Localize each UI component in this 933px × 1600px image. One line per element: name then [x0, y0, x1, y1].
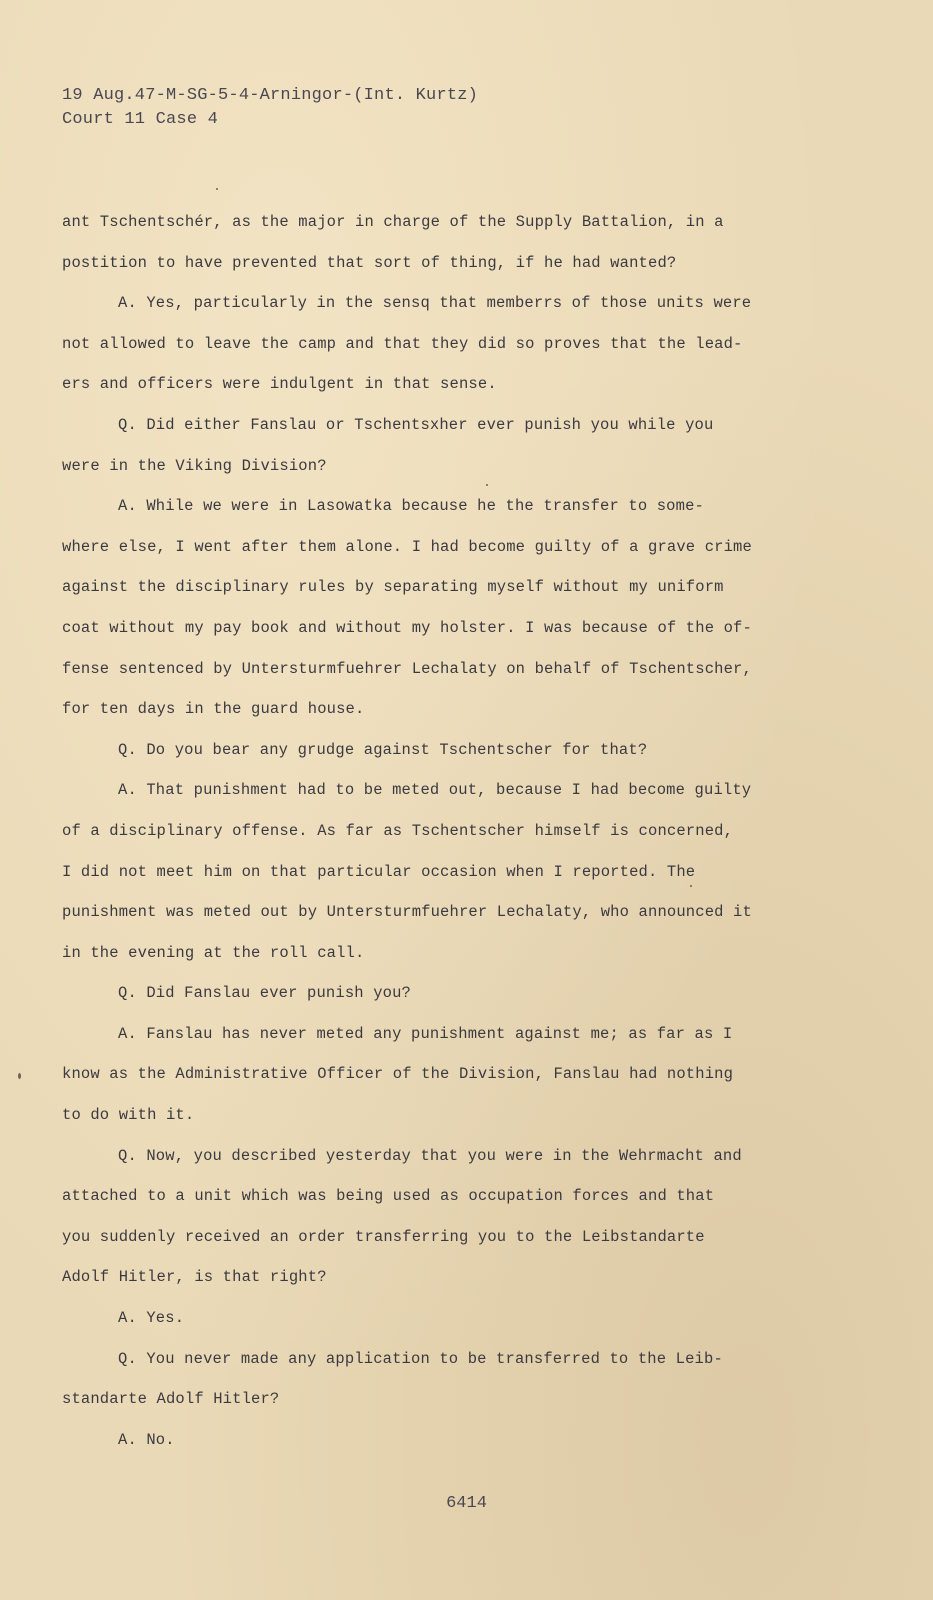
paper-speck — [216, 188, 218, 190]
transcript-body — [62, 202, 852, 1460]
transcript-line: ant Tschentschér, as the major in charge of the Supply Battalion, in a — [62, 213, 724, 231]
transcript-line: know as the Administrative Officer of the Division, Fanslau had nothing — [62, 1065, 734, 1084]
transcript-line: attached to a unit which was being used as occupation forces and that — [62, 1187, 715, 1206]
transcript-line: punishment was meted out by Untersturmfuehrer Lechalaty, who announced it — [62, 903, 752, 922]
transcript-line: against the disciplinary rules by separating myself without my uniform — [62, 578, 724, 597]
transcript-line: A. Yes. — [118, 1309, 185, 1328]
paper-speck — [486, 484, 488, 486]
transcript-line: Q. You never made any application to be transferred to the Leib- — [118, 1349, 723, 1368]
transcript-line: for ten days in the guard house. — [62, 700, 365, 719]
header-court-line: Court 11 Case 4 — [62, 110, 219, 129]
transcript-line: in the evening at the roll call. — [62, 943, 365, 962]
transcript-line: Adolf Hitler, is that right? — [62, 1268, 327, 1287]
transcript-line: not allowed to leave the camp and that they did so proves that the lead- — [62, 334, 743, 353]
transcript-line: postition to have prevented that sort of thing, if he had wanted? — [62, 253, 677, 272]
transcript-line: Q. Did Fanslau ever punish you? — [118, 984, 411, 1003]
paper-speck — [18, 1073, 21, 1079]
header-reference-line: 19 Aug.47-M-SG-5-4-Arningor-(Int. Kurtz) — [62, 86, 479, 105]
transcript-line: Q. Did either Fanslau or Tschentsxher ever punish you while you — [118, 415, 714, 434]
transcript-line: you suddenly received an order transferring you to the Leibstandarte — [62, 1227, 705, 1246]
document-header — [62, 84, 478, 132]
transcript-line: coat without my pay book and without my holster. I was because of the of- — [62, 618, 752, 637]
transcript-line: A. That punishment had to be meted out, because I had become guilty — [118, 781, 752, 800]
transcript-line: where else, I went after them alone. I had become guilty of a grave crime — [62, 537, 752, 556]
transcript-line: Q. Now, you described yesterday that you were in the Wehrmacht and — [118, 1146, 742, 1165]
transcript-line: A. No. — [118, 1430, 175, 1449]
transcript-line: standarte Adolf Hitler? — [62, 1390, 280, 1409]
transcript-line: I did not meet him on that particular occasion when I reported. The — [62, 862, 696, 881]
transcript-line: A. While we were in Lasowatka because he the transfer to some- — [118, 497, 704, 516]
transcript-line: were in the Viking Division? — [62, 456, 327, 475]
transcript-line: A. Fanslau has never meted any punishment against me; as far as I — [118, 1024, 733, 1043]
transcript-line: fense sentenced by Untersturmfuehrer Lechalaty on behalf of Tschentscher, — [62, 659, 752, 678]
transcript-line: ers and officers were indulgent in that sense. — [62, 375, 497, 394]
transcript-line: to do with it. — [62, 1106, 195, 1125]
transcript-line: Q. Do you bear any grudge against Tschentscher for that? — [118, 740, 648, 759]
transcript-line: A. Yes, particularly in the sensq that memberrs of those units were — [118, 294, 752, 313]
paper-speck — [690, 885, 692, 887]
transcript-line: of a disciplinary offense. As far as Tschentscher himself is concerned, — [62, 821, 734, 840]
page-number: 6414 — [446, 1494, 487, 1513]
